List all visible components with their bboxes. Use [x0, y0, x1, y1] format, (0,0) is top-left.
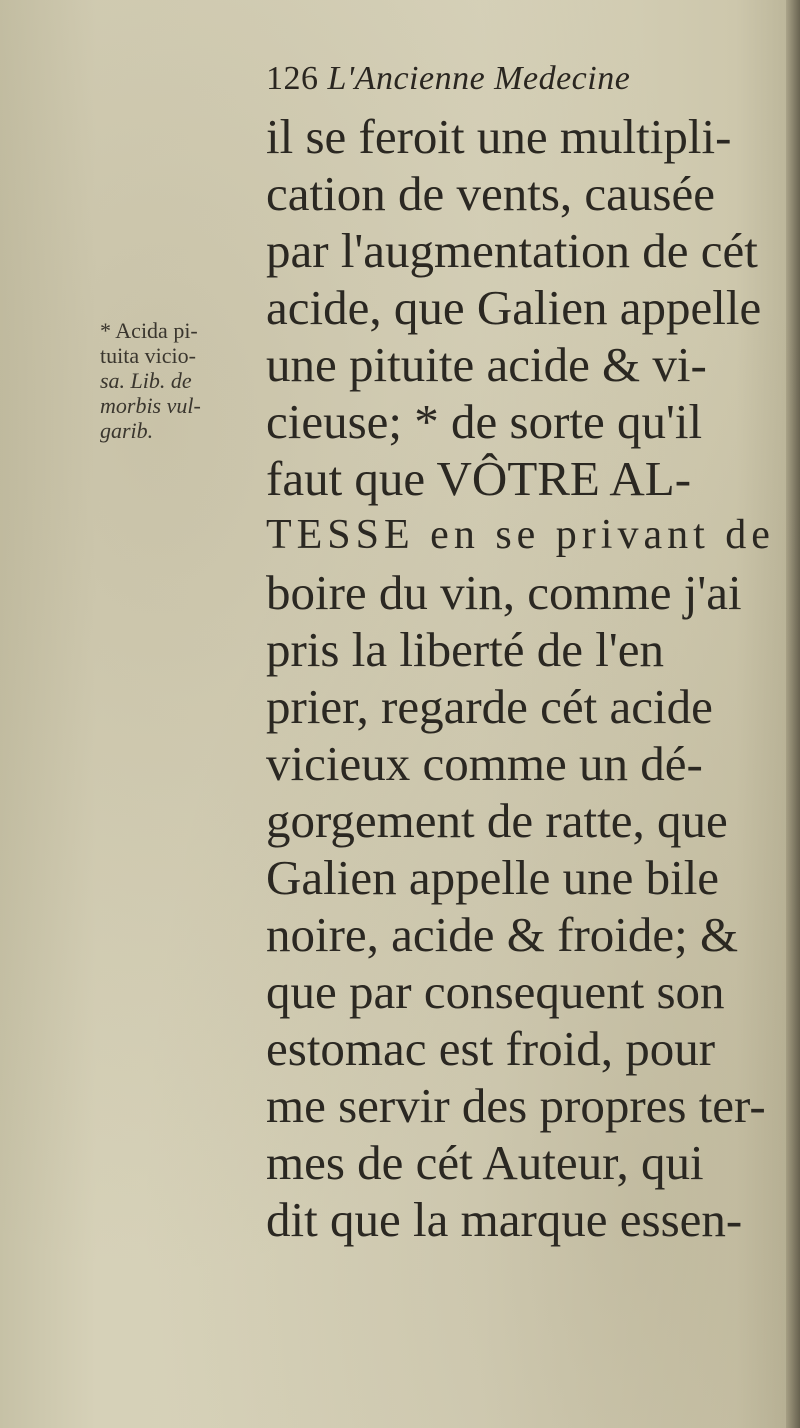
text-line: boire du vin, comme j'ai [266, 565, 742, 620]
text-line: TESSE en se privant de [266, 512, 775, 558]
text-line: cieuse; * de sorte qu'il [266, 394, 703, 449]
text-line: Galien appelle une bile [266, 850, 720, 905]
text-line: vicieux comme un dé- [266, 736, 703, 791]
margin-note-line: * Acida pi- [100, 318, 198, 343]
margin-note [100, 318, 260, 443]
text-line: pris la liberté de l'en [266, 622, 664, 677]
main-text [266, 108, 798, 1248]
text-line: estomac est froid, pour [266, 1021, 716, 1076]
text-line: cation de vents, causée [266, 166, 715, 221]
margin-note-line: sa. Lib. de [100, 368, 192, 393]
page-number: 126 [266, 60, 319, 97]
text-line: prier, regarde cét acide [266, 679, 713, 734]
text-line: me servir des propres ter- [266, 1078, 766, 1133]
text-line: faut que VÔTRE AL- [266, 451, 692, 506]
text-line: noire, acide & froide; & [266, 907, 739, 962]
text-line: que par consequent son [266, 964, 725, 1019]
text-line: une pituite acide & vi- [266, 337, 707, 392]
text-line: dit que la marque essen- [266, 1192, 743, 1247]
text-line: par l'augmentation de cét [266, 223, 758, 278]
text-line: il se feroit une multipli- [266, 109, 732, 164]
running-head [266, 60, 630, 98]
margin-note-line: garib. [100, 418, 154, 443]
running-title: L'Ancienne Medecine [327, 60, 631, 97]
margin-note-line: morbis vul- [100, 393, 201, 418]
margin-note-line: tuita vicio- [100, 343, 196, 368]
text-line: gorgement de ratte, que [266, 793, 728, 848]
text-line: acide, que Galien appelle [266, 280, 762, 335]
text-line: mes de cét Auteur, qui [266, 1135, 704, 1190]
